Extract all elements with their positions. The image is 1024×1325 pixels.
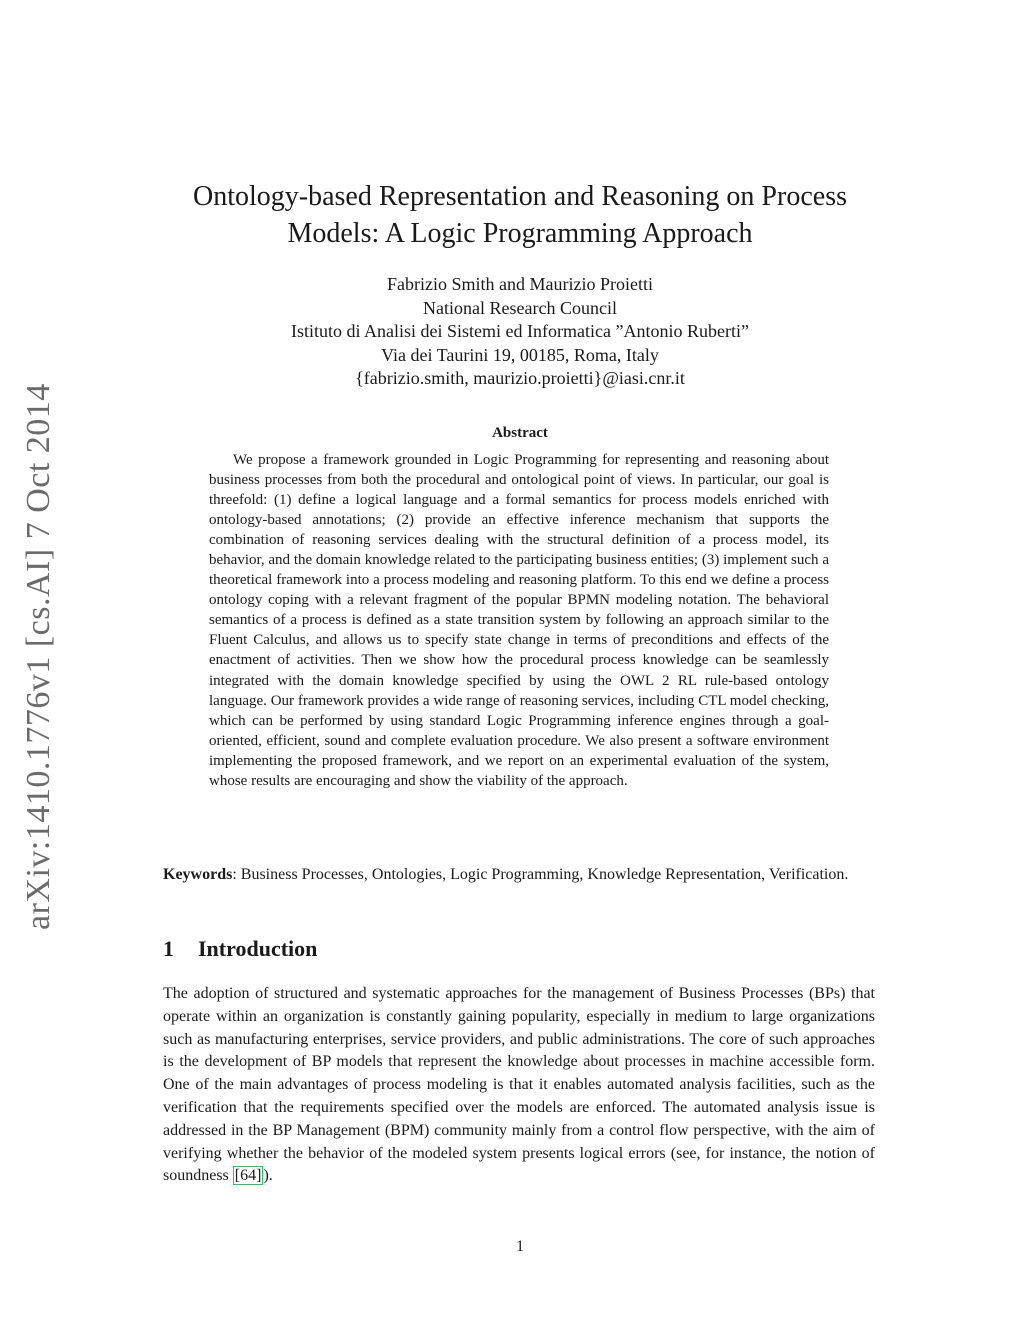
citation-number[interactable]: 64 [240,1167,257,1185]
intro-text: The adoption of structured and systematic approaches for the management of Business Processes (BPs) that operate within an organization is constantly gaining popularity, especially in medium to large organizations such as manufacturing enterprises, service providers, and public administrations. The core of such approaches is the development of BP models that represent the knowledge about processes in machine accessible form. One of the main advantages of process modeling is that it enables automated analysis facilities, such as the verification that the requirements specified over the models are enforced. The automated analysis issue is addressed in the BP Management (BPM) community mainly from a control flow perspective, with the aim of verifying whether the behavior of the modeled system presents logical errors (see, for instance, the notion of soundness [163,985,875,1185]
keywords-text: : Business Processes, Ontologies, Logic Programming, Knowledge Representation, Verification. [232,866,849,883]
author-organization: National Research Council [423,297,617,318]
author-block [160,273,880,391]
abstract-heading: Abstract [492,425,548,441]
author-emails: {fabrizio.smith, maurizio.proietti}@iasi.cnr.it [355,368,685,388]
intro-text-end: ). [263,1167,273,1185]
section-number: 1 [163,936,174,961]
keywords-label: Keywords [163,866,233,883]
abstract-body: We propose a framework grounded in Logic Programming for representing and reasoning about business processes from both the procedural and ontological point of views. In particular, our goal is threefold: (1) define a logical language and a formal semantics for process models enriched with ontology-based annotations; (2) provide an effective inference mechanism that supports the combination of reasoning services dealing with the structural definition of a process model, its behavior, and the domain knowledge related to the participating business entities; (3) implement such a theoretical framework into a process modeling and reasoning platform. To this end we define a process ontology coping with a relevant fragment of the popular BPMN modeling notation. The behavioral semantics of a process is defined as a state transition system by following an approach similar to the Fluent Calculus, and allows us to specify state change in terms of preconditions and effects of the enactment of activities. Then we show how the procedural process knowledge can be seamlessly integrated with the domain knowledge specified by using the OWL 2 RL rule-based ontology language. Our framework provides a wide range of reasoning services, including CTL model checking, which can be performed by using standard Logic Programming inference engines through a goal-oriented, efficient, sound and complete evaluation procedure. We also present a software environment implementing the proposed framework, and we report on an experimental evaluation of the system, whose results are encouraging and show the viability of the approach. [209,452,829,789]
author-address: Via dei Taurini 19, 00185, Roma, Italy [381,344,659,365]
paper-title [160,178,880,252]
keywords-paragraph [163,863,875,886]
page-number: 1 [516,1238,524,1255]
arxiv-identifier-stamp: arXiv:1410.1776v1 [cs.AI] 7 Oct 2014 [20,383,57,930]
section-heading [163,936,317,962]
paper-title-line-1: Ontology-based Representation and Reasoning on Process [193,181,847,212]
section-title: Introduction [198,936,318,961]
author-names: Fabrizio Smith and Maurizio Proietti [387,274,653,294]
paper-title-line-2: Models: A Logic Programming Approach [287,218,753,249]
introduction-paragraph [163,983,875,1188]
citation-link[interactable]: [64] [234,1167,262,1185]
author-institute: Istituto di Analisi dei Sistemi ed Informatica ”Antonio Ruberti” [291,321,749,341]
